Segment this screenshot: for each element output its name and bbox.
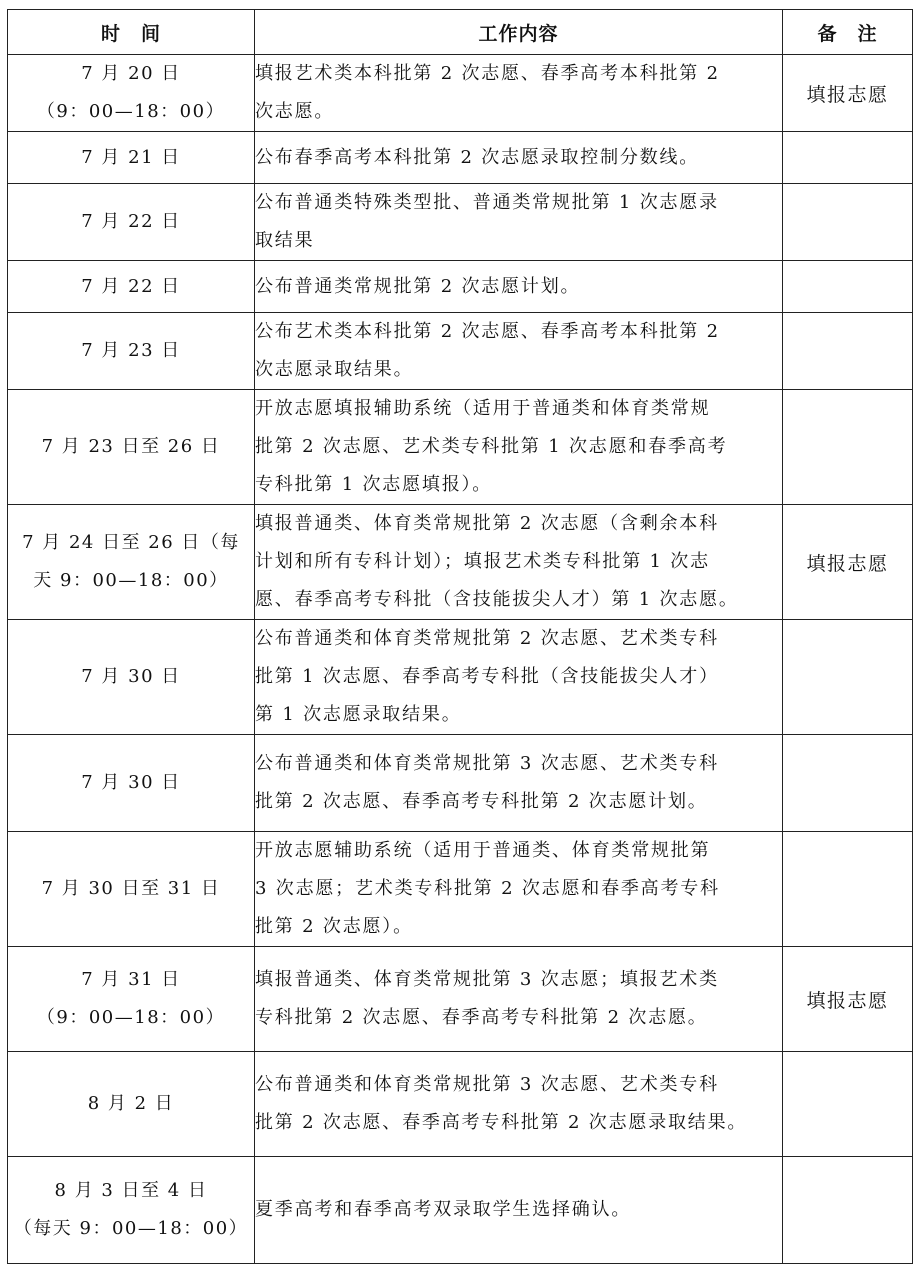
- table-row: [8, 132, 913, 184]
- table-row: [8, 832, 913, 947]
- table-row: [8, 261, 913, 313]
- time-line: 8 月 2 日: [87, 1093, 175, 1114]
- note-cell: [783, 313, 913, 390]
- content-line: 批第 2 次志愿、春季高考专科批第 2 次志愿计划。: [255, 791, 708, 812]
- content-cell: [255, 261, 783, 313]
- content-cell: [255, 735, 783, 832]
- content-line: 批第 1 次志愿、春季高考专科批（含技能拔尖人才）: [255, 666, 719, 687]
- content-line: 填报艺术类本科批第 2 次志愿、春季高考本科批第 2: [255, 63, 720, 84]
- content-cell: [255, 505, 783, 620]
- content-line: 公布普通类特殊类型批、普通类常规批第 1 次志愿录: [255, 192, 719, 213]
- content-line: 夏季高考和春季高考双录取学生选择确认。: [255, 1199, 632, 1220]
- table-row: [8, 390, 913, 505]
- note-cell: [783, 735, 913, 832]
- time-cell: [8, 1157, 255, 1264]
- content-line: 计划和所有专科计划）；填报艺术类专科批第 1 次志: [255, 551, 710, 572]
- time-line: （9：00—18：00）: [36, 101, 226, 122]
- time-line: 7 月 20 日: [81, 63, 181, 84]
- table-row: [8, 947, 913, 1052]
- note-cell: [783, 390, 913, 505]
- content-line: 愿、春季高考专科批（含技能拔尖人才）第 1 次志愿。: [255, 589, 739, 610]
- table-row: [8, 313, 913, 390]
- time-cell: [8, 505, 255, 620]
- table-row: [8, 735, 913, 832]
- time-cell: [8, 261, 255, 313]
- time-line: 天 9：00—18：00）: [33, 570, 229, 591]
- content-line: 次志愿录取结果。: [255, 359, 414, 380]
- content-line: 专科批第 1 次志愿填报）。: [255, 474, 493, 495]
- time-line: 7 月 30 日: [81, 666, 181, 687]
- note-cell: 填报志愿: [783, 947, 913, 1052]
- table-row: [8, 55, 913, 132]
- header-time: 时 间: [8, 10, 255, 55]
- content-cell: [255, 132, 783, 184]
- time-line: 7 月 24 日至 26 日（每: [22, 532, 240, 553]
- table-row: [8, 1157, 913, 1264]
- note-cell: [783, 184, 913, 261]
- time-line: （每天 9：00—18：00）: [13, 1218, 249, 1239]
- time-line: 7 月 23 日至 26 日: [41, 436, 221, 457]
- header-content: 工作内容: [255, 10, 783, 55]
- note-cell: [783, 1157, 913, 1264]
- time-line: 8 月 3 日至 4 日: [54, 1180, 208, 1201]
- time-line: 7 月 22 日: [81, 275, 181, 297]
- content-line: 批第 2 次志愿、艺术类专科批第 1 次志愿和春季高考: [255, 436, 728, 457]
- time-line: 7 月 23 日: [81, 340, 181, 361]
- content-line: 批第 2 次志愿）。: [255, 916, 413, 937]
- content-cell: [255, 620, 783, 735]
- note-cell: [783, 832, 913, 947]
- note-cell: [783, 620, 913, 735]
- time-cell: [8, 132, 255, 184]
- note-cell: 填报志愿: [783, 55, 913, 132]
- schedule-table: [7, 9, 913, 1264]
- content-line: 专科批第 2 次志愿、春季高考专科批第 2 次志愿。: [255, 1007, 708, 1028]
- content-line: 开放志愿辅助系统（适用于普通类、体育类常规批第: [255, 840, 711, 861]
- content-cell: [255, 184, 783, 261]
- schedule-body: [8, 55, 913, 1264]
- note-cell: 填报志愿: [783, 505, 913, 620]
- content-cell: [255, 1157, 783, 1264]
- time-cell: [8, 832, 255, 947]
- content-line: 开放志愿填报辅助系统（适用于普通类和体育类常规: [255, 398, 711, 419]
- time-line: 7 月 30 日至 31 日: [41, 878, 221, 899]
- header-row: [8, 10, 913, 55]
- header-note: 备 注: [783, 10, 913, 55]
- content-cell: [255, 832, 783, 947]
- time-cell: [8, 184, 255, 261]
- content-line: 公布普通类和体育类常规批第 3 次志愿、艺术类专科: [255, 1074, 719, 1095]
- content-line: 公布普通类和体育类常规批第 2 次志愿、艺术类专科: [255, 628, 719, 649]
- content-line: 第 1 次志愿录取结果。: [255, 704, 462, 725]
- time-line: （9：00—18：00）: [36, 1007, 226, 1028]
- content-cell: [255, 947, 783, 1052]
- table-row: [8, 1052, 913, 1157]
- content-line: 填报普通类、体育类常规批第 3 次志愿；填报艺术类: [255, 969, 719, 990]
- content-line: 公布普通类和体育类常规批第 3 次志愿、艺术类专科: [255, 753, 719, 774]
- time-cell: [8, 55, 255, 132]
- content-line: 次志愿。: [255, 101, 335, 122]
- content-line: 公布普通类常规批第 2 次志愿计划。: [255, 275, 581, 297]
- content-cell: [255, 390, 783, 505]
- table-row: [8, 620, 913, 735]
- time-cell: [8, 947, 255, 1052]
- note-cell: [783, 1052, 913, 1157]
- time-cell: [8, 313, 255, 390]
- time-line: 7 月 31 日: [81, 969, 181, 990]
- content-line: 3 次志愿；艺术类专科批第 2 次志愿和春季高考专科: [255, 878, 720, 899]
- content-line: 填报普通类、体育类常规批第 2 次志愿（含剩余本科: [255, 513, 719, 534]
- time-line: 7 月 21 日: [81, 146, 181, 168]
- content-line: 批第 2 次志愿、春季高考专科批第 2 次志愿录取结果。: [255, 1112, 748, 1133]
- time-cell: [8, 735, 255, 832]
- table-row: [8, 184, 913, 261]
- content-cell: [255, 313, 783, 390]
- content-line: 公布艺术类本科批第 2 次志愿、春季高考本科批第 2: [255, 321, 720, 342]
- content-line: 公布春季高考本科批第 2 次志愿录取控制分数线。: [255, 146, 700, 168]
- time-cell: [8, 1052, 255, 1157]
- note-cell: [783, 132, 913, 184]
- content-cell: [255, 55, 783, 132]
- time-line: 7 月 30 日: [81, 772, 181, 793]
- table-row: [8, 505, 913, 620]
- content-cell: [255, 1052, 783, 1157]
- time-line: 7 月 22 日: [81, 211, 181, 232]
- note-cell: [783, 261, 913, 313]
- time-cell: [8, 390, 255, 505]
- time-cell: [8, 620, 255, 735]
- content-line: 取结果: [255, 230, 315, 251]
